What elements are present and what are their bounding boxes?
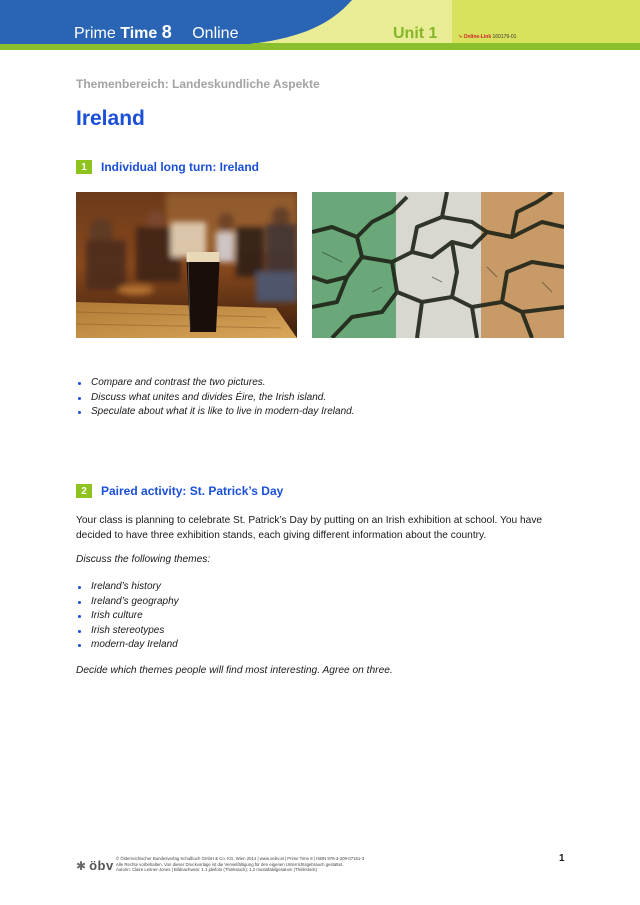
- section-2-intro: Your class is planning to celebrate St. Patrick’s Day by putting on an Irish exhibition at school. You have decided to have three exhibition stands, each giving different information about the country.: [76, 515, 543, 541]
- page-title: Ireland: [76, 107, 145, 130]
- list-item: Compare and contrast the two pictures.: [78, 376, 354, 391]
- section-2-closing: Decide which themes people will find most interesting. Agree on three.: [76, 665, 393, 676]
- section-2-prompt: Discuss the following themes:: [76, 554, 211, 565]
- online-link-code: 160179-01: [492, 34, 517, 40]
- footer-copyright: [116, 856, 364, 873]
- publisher-logo: [76, 858, 114, 873]
- list-item: Discuss what unites and divides Éire, the Irish island.: [78, 391, 354, 406]
- topic-label: Themenbereich: Landeskundliche Aspekte: [76, 77, 320, 91]
- brand-online: Online: [192, 25, 239, 42]
- link-arrow-icon: ↘: [458, 34, 463, 40]
- page-number: 1: [559, 853, 565, 864]
- list-item: modern-day Ireland: [78, 638, 179, 653]
- footer-line: Autorin: Claire Leitner-Jones | Bildnachweis: 1.1 jdwfoto (Thinkstock); 1.2 mustafabilgesatıon (Thinkstock): [116, 867, 318, 873]
- themes-list: [78, 580, 179, 653]
- online-link-label: Online-Link: [463, 34, 492, 40]
- section-title: Paired activity: St. Patrick’s Day: [101, 484, 284, 498]
- section-number-badge: 2: [76, 484, 92, 498]
- list-item: Irish culture: [78, 609, 179, 624]
- footer-line: © Österreichischer Bundesverlag Schulbuch GmbH & Co. KG, Wien 2014 | www.oebv.at | Prime Time 8 | ISBN 978-3-209-07161-3: [116, 856, 365, 861]
- list-item: Speculate about what it is like to live in modern-day Ireland.: [78, 405, 354, 420]
- section-number-badge: 1: [76, 160, 92, 174]
- page-header: [0, 0, 640, 50]
- list-item: Ireland’s history: [78, 580, 179, 595]
- brand-time: Time: [120, 25, 158, 42]
- brand-number: 8: [161, 22, 172, 42]
- brand-title: [74, 22, 238, 43]
- section-title: Individual long turn: Ireland: [101, 160, 259, 174]
- footer-line: Alle Rechte vorbehalten. Von dieser Druckvorlage ist die Vervielfältigung für den eigenen Unterrichtsgebrauch gestattet.: [116, 861, 344, 867]
- obv-asterisk-icon: ✱: [76, 858, 87, 873]
- brand-prime: Prime: [74, 25, 121, 42]
- unit-label: Unit 1: [393, 25, 438, 42]
- logo-text: öbv: [89, 858, 114, 873]
- list-item: Irish stereotypes: [78, 624, 179, 639]
- section-2-heading: [76, 484, 283, 498]
- section-1-heading: [76, 160, 259, 174]
- pub-pint-photo: [76, 192, 297, 338]
- cracked-flag-photo: [312, 192, 564, 338]
- section-1-task-list: [78, 376, 354, 420]
- online-link[interactable]: [458, 34, 516, 40]
- list-item: Ireland’s geography: [78, 595, 179, 610]
